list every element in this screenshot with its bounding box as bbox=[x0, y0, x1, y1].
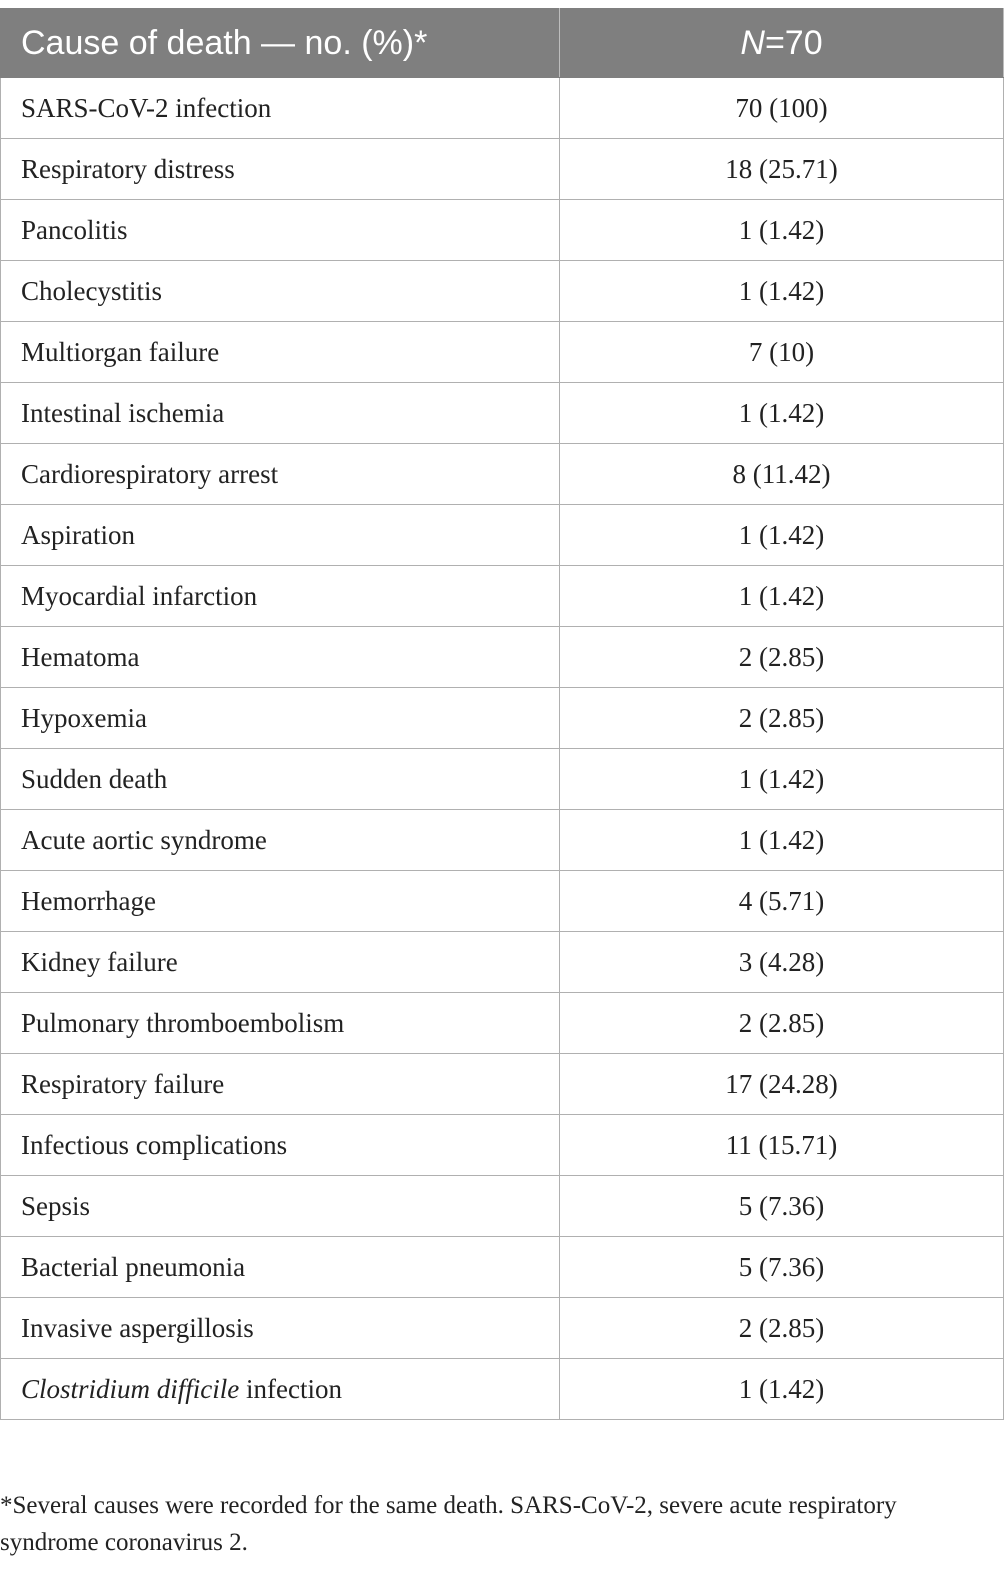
table-row bbox=[1, 1115, 1004, 1176]
table-row bbox=[1, 505, 1004, 566]
table-row bbox=[1, 932, 1004, 993]
table-row bbox=[1, 139, 1004, 200]
table-row-last bbox=[1, 1359, 1004, 1420]
value-cell: 1 (1.42) bbox=[560, 261, 1004, 322]
value-cell: 1 (1.42) bbox=[560, 749, 1004, 810]
cause-cell: Kidney failure bbox=[1, 932, 560, 993]
cause-cell: Infectious complications bbox=[1, 1115, 560, 1176]
table-row bbox=[1, 444, 1004, 505]
cause-cell: Hematoma bbox=[1, 627, 560, 688]
table-row bbox=[1, 1298, 1004, 1359]
value-cell: 1 (1.42) bbox=[560, 383, 1004, 444]
header-cause: Cause of death — no. (%)* bbox=[1, 9, 560, 78]
value-cell: 2 (2.85) bbox=[560, 1298, 1004, 1359]
cause-cell: Respiratory failure bbox=[1, 1054, 560, 1115]
table-row bbox=[1, 383, 1004, 444]
cause-cell: Myocardial infarction bbox=[1, 566, 560, 627]
table-row bbox=[1, 78, 1004, 139]
table-row bbox=[1, 1176, 1004, 1237]
table-row bbox=[1, 1054, 1004, 1115]
cause-cell: Hemorrhage bbox=[1, 871, 560, 932]
cause-cell: Respiratory distress bbox=[1, 139, 560, 200]
value-cell: 17 (24.28) bbox=[560, 1054, 1004, 1115]
table-row bbox=[1, 200, 1004, 261]
table-row bbox=[1, 261, 1004, 322]
value-cell: 2 (2.85) bbox=[560, 627, 1004, 688]
cause-cell: Sepsis bbox=[1, 1176, 560, 1237]
value-cell: 5 (7.36) bbox=[560, 1176, 1004, 1237]
cause-italic-part: Clostridium difficile bbox=[21, 1373, 240, 1404]
table-row bbox=[1, 871, 1004, 932]
cause-cell: SARS-CoV-2 infection bbox=[1, 78, 560, 139]
cause-cell: Multiorgan failure bbox=[1, 322, 560, 383]
cause-cell: Aspiration bbox=[1, 505, 560, 566]
table-footnote: *Several causes were recorded for the same death. SARS-CoV-2, severe acute respiratory syndrome coronavirus 2. bbox=[0, 1492, 897, 1556]
value-cell: 3 (4.28) bbox=[560, 932, 1004, 993]
value-cell: 1 (1.42) bbox=[560, 566, 1004, 627]
value-cell: 2 (2.85) bbox=[560, 688, 1004, 749]
header-n-value: =70 bbox=[764, 23, 823, 62]
header-n bbox=[560, 9, 1004, 78]
table-row bbox=[1, 566, 1004, 627]
value-cell: 18 (25.71) bbox=[560, 139, 1004, 200]
cause-cell: Intestinal ischemia bbox=[1, 383, 560, 444]
value-cell: 70 (100) bbox=[560, 78, 1004, 139]
cause-cell: Hypoxemia bbox=[1, 688, 560, 749]
table-row bbox=[1, 322, 1004, 383]
table-row bbox=[1, 627, 1004, 688]
value-cell-last: 1 (1.42) bbox=[560, 1359, 1004, 1420]
cause-cell: Cardiorespiratory arrest bbox=[1, 444, 560, 505]
cause-cell: Invasive aspergillosis bbox=[1, 1298, 560, 1359]
header-row bbox=[1, 9, 1004, 78]
cause-cell: Acute aortic syndrome bbox=[1, 810, 560, 871]
value-cell: 5 (7.36) bbox=[560, 1237, 1004, 1298]
value-cell: 2 (2.85) bbox=[560, 993, 1004, 1054]
value-cell: 1 (1.42) bbox=[560, 505, 1004, 566]
cause-cell: Bacterial pneumonia bbox=[1, 1237, 560, 1298]
table-row bbox=[1, 688, 1004, 749]
value-cell: 1 (1.42) bbox=[560, 810, 1004, 871]
cause-of-death-table-container bbox=[0, 8, 1003, 1420]
cause-cell: Pancolitis bbox=[1, 200, 560, 261]
cause-cell: Pulmonary thromboembolism bbox=[1, 993, 560, 1054]
value-cell: 8 (11.42) bbox=[560, 444, 1004, 505]
table-row bbox=[1, 993, 1004, 1054]
header-n-italic: N bbox=[740, 23, 765, 62]
value-cell: 4 (5.71) bbox=[560, 871, 1004, 932]
cause-rest-part: infection bbox=[239, 1373, 342, 1404]
table-body bbox=[1, 78, 1004, 1420]
cause-cell-last bbox=[1, 1359, 560, 1420]
value-cell: 7 (10) bbox=[560, 322, 1004, 383]
cause-of-death-table bbox=[0, 8, 1004, 1420]
value-cell: 11 (15.71) bbox=[560, 1115, 1004, 1176]
table-header bbox=[1, 9, 1004, 78]
cause-cell: Cholecystitis bbox=[1, 261, 560, 322]
table-row bbox=[1, 1237, 1004, 1298]
table-row bbox=[1, 749, 1004, 810]
value-cell: 1 (1.42) bbox=[560, 200, 1004, 261]
table-row bbox=[1, 810, 1004, 871]
cause-cell: Sudden death bbox=[1, 749, 560, 810]
